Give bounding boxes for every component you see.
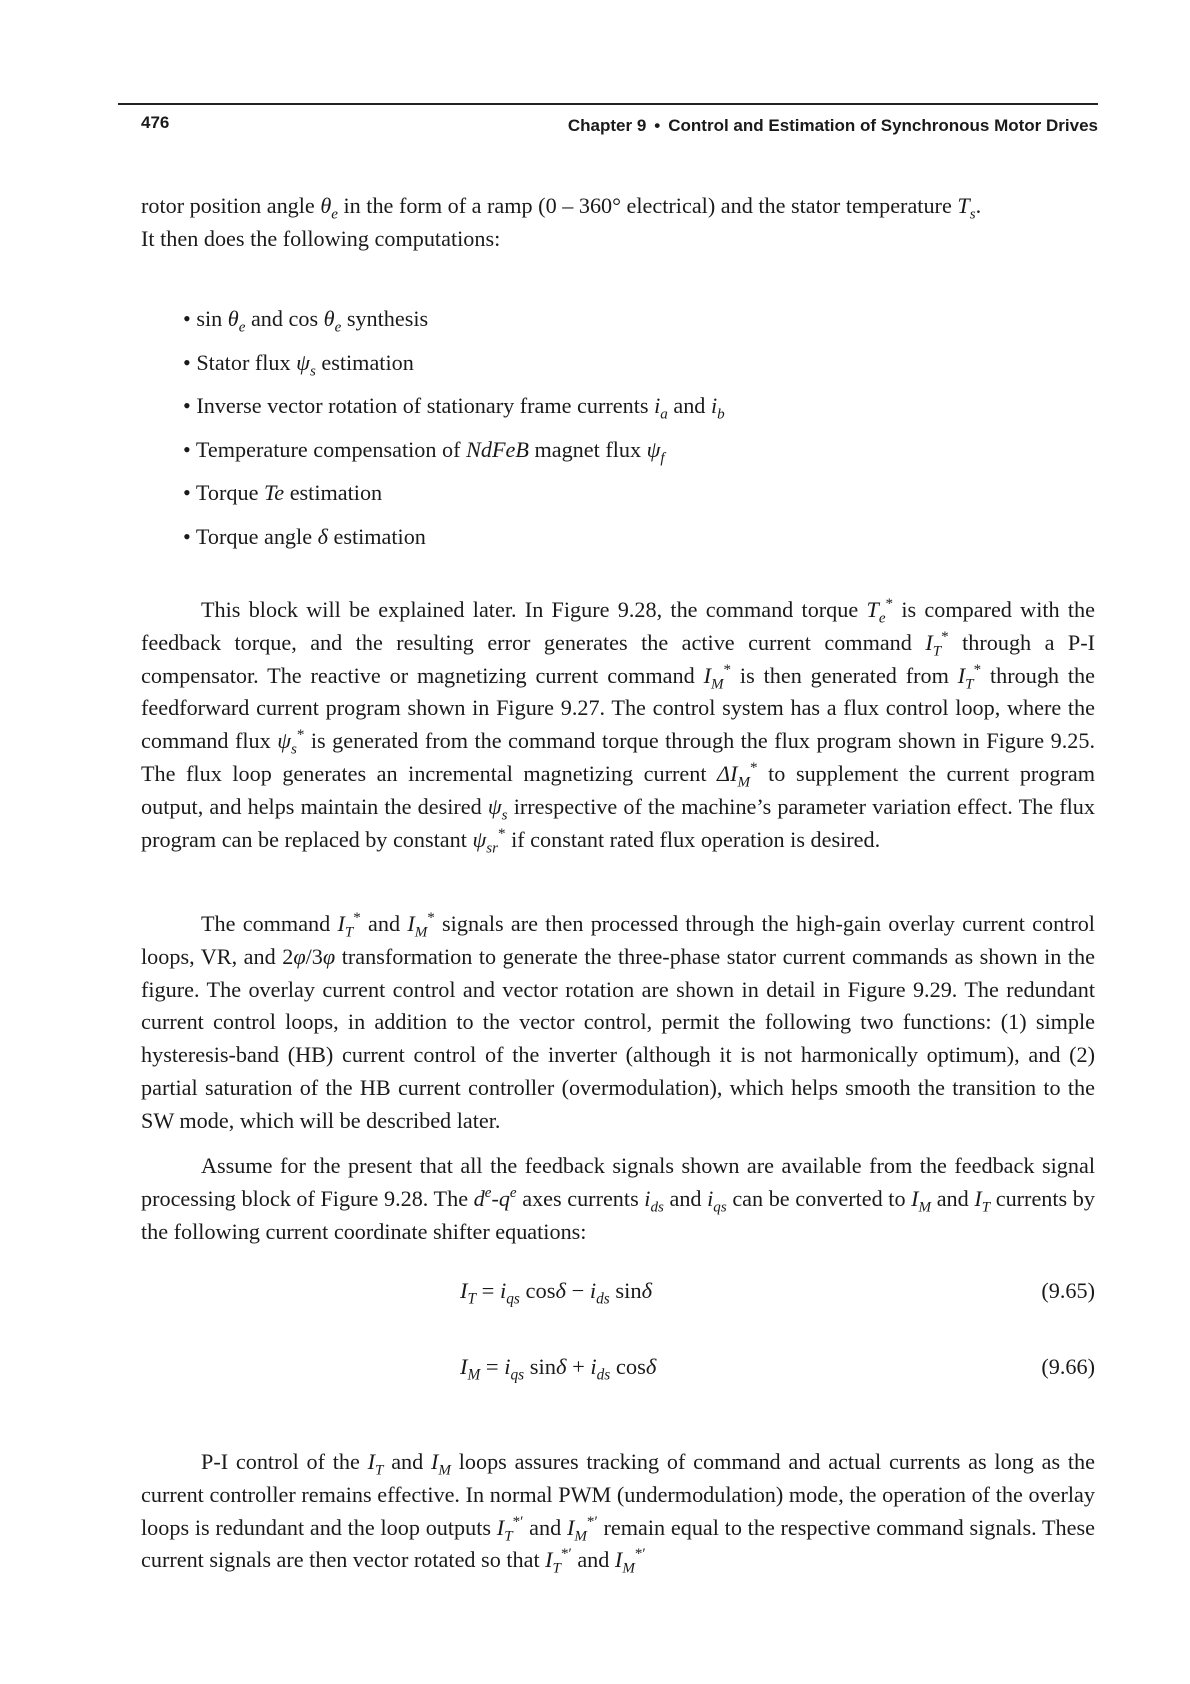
paragraph-pi-control: P-I control of the $I_T$ and $I_M$ loops assures tracking of command and actual currents as long as the current controller remains effective. In normal PWM (undermodulation) mode, the operation of the overlay loops is redundant and the loop outputs $I_T^{*'}$ and $I_M^{*'}$ remain equal to the respective command signals. These current signals are then vector rotated so that $I_T^{*'}$ and $I_M^{*'}$ [141, 1449, 1095, 1577]
list-item: • Inverse vector rotation of stationary frame currents $i_a$ and $i_b$ [183, 384, 725, 428]
paragraph-control-description: This block will be explained later. In Figure 9.28, the command torque $T_e^*$ is compared with the feedback torque, and the resulting error generates the active current command $I_T^*$ through a P-I compensator. The reactive or magnetizing current command $I_M^*$ is then generated from $I_T^*$ through the feedforward current program shown in Figure 9.27. The control system has a flux control loop, where the command flux $\psi_s^*$ is generated from the command torque through the flux program shown in Figure 9.25. The flux loop generates an incremental magnetizing current $\Delta I_M^*$ to supplement the current program output, and helps maintain the desired $\psi_s$ irrespective of the machine’s parameter variation effect. The flux program can be replaced by constant $\psi_{sr}^*$ if constant rated flux operation is desired. [141, 595, 1096, 856]
equation-number: (9.66) [1041, 1354, 1095, 1379]
header-rule [118, 103, 1098, 105]
chapter-label: Chapter 9 [567, 116, 647, 135]
running-header [568, 116, 1098, 136]
chapter-title: Control and Estimation of Synchronous Motor Drives [668, 116, 1098, 135]
header-separator: • [654, 116, 661, 135]
paragraph-intro: rotor position angle $\theta_e$ in the form of a ramp (0 – 360° electrical) and the stator temperature $T_s$. It then does the following computations: [141, 193, 982, 251]
list-item: • Torque angle δ estimation [183, 515, 725, 559]
equation-9-66: $I_M = i_{qs}$ $\sin\delta + i_{ds}$ cosδ [460, 1354, 657, 1384]
equation-9-65: $I_T = i_{qs}$ $\cos\delta - i_{ds}$ sinδ [460, 1278, 653, 1308]
list-item: • Stator flux $\psi_s$ estimation [183, 341, 725, 385]
equation-number: (9.65) [1041, 1278, 1095, 1303]
list-item: • Temperature compensation of NdFeB magnet flux $\psi_f$ [183, 428, 725, 472]
page-number: 476 [141, 113, 170, 132]
paragraph-feedback-signals: Assume for the present that all the feedback signals shown are available from the feedback signal processing block of Figure 9.28. The $d^e-q^e$ axes currents $i_{ds}$ and $i_{qs}$ can be converted to $I_M$ and $I_T$ currents by the following current coordinate shifter equations: [141, 1153, 1095, 1244]
list-item: • $\sin \theta_e$ and $\cos \theta_e$ synthesis [183, 297, 725, 341]
computation-list [183, 297, 725, 559]
paragraph-overlay-loops: The command $I_T^*$ and $I_M^*$ signals are then processed through the high-gain overlay current control loops, VR, and 2φ/3φ transformation to generate the three-phase stator current commands as shown in the figure. The overlay current control and vector rotation are shown in detail in Figure 9.29. The redundant current control loops, in addition to the vector control, permit the following two functions: (1) simple hysteresis-band (HB) current control of the inverter (although it is not harmonically optimum), and (2) partial saturation of the HB current controller (overmodulation), which helps smooth the transition to the SW mode, which will be described later. [141, 909, 1095, 1133]
list-item: • Torque Te estimation [183, 471, 725, 515]
